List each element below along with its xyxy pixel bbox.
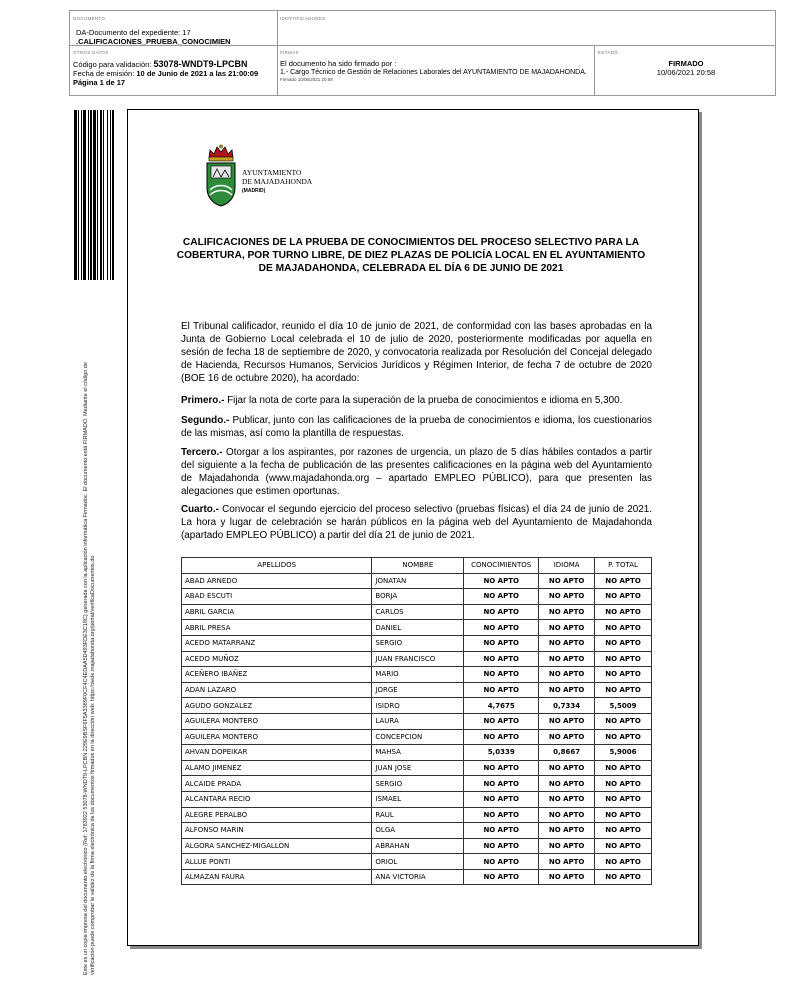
point-text: Otorgar a los aspirantes, por razones de urgencia, un plazo de 5 días hábiles contados a partir del siguiente a la fecha de publicación de las presentes calificaciones en la página web del Ayuntamiento de Majadahonda (www.majadahonda.org – apartado EMPLEO PÚBLICO), para que presenten las alegaciones que estimen oportunas.	[181, 447, 652, 497]
table-row	[182, 589, 652, 605]
conocimientos-cell: NO APTO	[464, 667, 539, 683]
point-segundo	[181, 414, 652, 440]
apellidos-cell: ALCAIDE PRADA	[182, 776, 372, 792]
point-label: Cuarto.-	[181, 504, 219, 515]
conocimientos-cell: NO APTO	[464, 651, 539, 667]
codigo-label: Código para validación:	[73, 60, 152, 69]
idioma-cell: NO APTO	[539, 869, 595, 885]
idioma-cell: NO APTO	[539, 760, 595, 776]
conocimientos-cell: NO APTO	[464, 620, 539, 636]
table-row	[182, 807, 652, 823]
table-row	[182, 760, 652, 776]
nombre-cell: JONATAN	[372, 573, 464, 589]
barcode-bar	[112, 110, 114, 280]
conocimientos-cell: NO APTO	[464, 791, 539, 807]
documento-line2: .CALIFICACIONES_PRUEBA_CONOCIMIEN	[76, 37, 231, 46]
conocimientos-cell: NO APTO	[464, 838, 539, 854]
total-cell: NO APTO	[595, 682, 652, 698]
point-text: Publicar, junto con las calificaciones de la prueba de conocimientos e idioma, los cuestionarios de las mismas, así como la plantilla de respuestas.	[181, 415, 652, 439]
apellidos-cell: ADAN LAZARO	[182, 682, 372, 698]
estado-date: 10/06/2021 20:58	[656, 68, 716, 77]
nombre-cell: DANIEL	[372, 620, 464, 636]
conocimientos-cell: NO APTO	[464, 713, 539, 729]
nombre-cell: RAUL	[372, 807, 464, 823]
idioma-cell: NO APTO	[539, 791, 595, 807]
conocimientos-cell: NO APTO	[464, 729, 539, 745]
total-cell: NO APTO	[595, 573, 652, 589]
apellidos-cell: ABRIL PRESA	[182, 620, 372, 636]
total-cell: NO APTO	[595, 807, 652, 823]
idioma-cell: NO APTO	[539, 682, 595, 698]
idioma-cell: NO APTO	[539, 823, 595, 839]
total-cell: NO APTO	[595, 589, 652, 605]
apellidos-cell: AGUDO GONZALEZ	[182, 698, 372, 714]
nombre-cell: MARIO	[372, 667, 464, 683]
total-cell: 5,9006	[595, 745, 652, 761]
apellidos-cell: ABAD ARNEDO	[182, 573, 372, 589]
conocimientos-cell: NO APTO	[464, 760, 539, 776]
firmas-line3: Firmado 10/06/2021 20:58	[280, 77, 333, 82]
apellidos-cell: ALCANTARA RECIO	[182, 791, 372, 807]
point-label: Tercero.-	[181, 447, 223, 458]
nombre-cell: MAHSA	[372, 745, 464, 761]
logo-line1: AYUNTAMIENTO	[242, 168, 302, 177]
apellidos-cell: ALGORA SANCHEZ-MIGALLON	[182, 838, 372, 854]
identificadores-label: IDENTIFICADORES	[280, 16, 326, 21]
nombre-cell: ANA VICTORIA	[372, 869, 464, 885]
table-row	[182, 869, 652, 885]
nombre-cell: OLGA	[372, 823, 464, 839]
table-row	[182, 776, 652, 792]
apellidos-cell: ACEDO MATARRANZ	[182, 635, 372, 651]
idioma-cell: NO APTO	[539, 573, 595, 589]
idioma-cell: NO APTO	[539, 620, 595, 636]
total-cell: NO APTO	[595, 667, 652, 683]
intro-paragraph: El Tribunal calificador, reunido el día 10 de junio de 2021, de conformidad con las bases aprobadas en la Junta de Gobierno Local celebrada el 10 de julio de 2020, posteriormente modificadas por aquella en sesión de fecha 18 de septiembre de 2020, y convocatoria realizada por Resolución del Concejal delegado de Hacienda, Recursos Humanos, Servicios Jurídicos y Régimen Interior, de fecha 7 de octubre de 2020 (BOE 16 de octubre 2020), ha acordado:	[181, 321, 652, 384]
nombre-cell: ISIDRO	[372, 698, 464, 714]
apellidos-cell: ALAMO JIMENEZ	[182, 760, 372, 776]
idioma-cell: 0,7334	[539, 698, 595, 714]
estado-value: FIRMADO	[668, 59, 704, 68]
apellidos-cell: AGUILERA MONTERO	[182, 729, 372, 745]
idioma-cell: NO APTO	[539, 589, 595, 605]
conocimientos-cell: NO APTO	[464, 573, 539, 589]
point-tercero	[181, 446, 652, 498]
table-row	[182, 713, 652, 729]
conocimientos-cell: NO APTO	[464, 604, 539, 620]
table-row	[182, 620, 652, 636]
calificaciones-table	[181, 557, 652, 885]
nombre-cell: LAURA	[372, 713, 464, 729]
idioma-cell: NO APTO	[539, 854, 595, 870]
conocimientos-cell: NO APTO	[464, 635, 539, 651]
apellidos-cell: ACEDO MUÑOZ	[182, 651, 372, 667]
idioma-cell: NO APTO	[539, 651, 595, 667]
conocimientos-cell: NO APTO	[464, 869, 539, 885]
apellidos-cell: ABRIL GARCIA	[182, 604, 372, 620]
conocimientos-cell: NO APTO	[464, 682, 539, 698]
nombre-cell: CONCEPCION	[372, 729, 464, 745]
firmas-line1: El documento ha sido firmado por :	[280, 59, 397, 68]
nombre-cell: ISMAEL	[372, 791, 464, 807]
table-header-row	[182, 558, 652, 574]
apellidos-cell: ABAD ESCUTI	[182, 589, 372, 605]
total-cell: NO APTO	[595, 729, 652, 745]
table-row	[182, 854, 652, 870]
apellidos-cell: AGUILERA MONTERO	[182, 713, 372, 729]
table-row	[182, 698, 652, 714]
idioma-cell: NO APTO	[539, 807, 595, 823]
column-header-total: P. TOTAL	[595, 558, 652, 574]
table-row	[182, 635, 652, 651]
idioma-cell: NO APTO	[539, 729, 595, 745]
document-title: CALIFICACIONES DE LA PRUEBA DE CONOCIMIENTOS DEL PROCESO SELECTIVO PARA LA COBERTURA, POR TURNO LIBRE, DE DIEZ PLAZAS DE POLICÍA LOCAL EN EL AYUNTAMIENTO DE MAJADAHONDA, CELEBRADA EL DÍA 6 DE JUNIO DE 2021	[176, 237, 646, 274]
nombre-cell: SERGIO	[372, 776, 464, 792]
signature-header	[69, 10, 776, 96]
total-cell: NO APTO	[595, 713, 652, 729]
point-text: Fijar la nota de corte para la superación de la prueba de conocimientos e idioma en 5,300.	[224, 395, 623, 406]
idioma-cell: 0,8667	[539, 745, 595, 761]
verification-side-text	[83, 295, 97, 975]
point-primero	[181, 394, 652, 407]
total-cell: NO APTO	[595, 651, 652, 667]
conocimientos-cell: NO APTO	[464, 589, 539, 605]
nombre-cell: SERGIO	[372, 635, 464, 651]
total-cell: NO APTO	[595, 854, 652, 870]
column-header-conocimientos: CONOCIMIENTOS	[464, 558, 539, 574]
total-cell: NO APTO	[595, 823, 652, 839]
total-cell: NO APTO	[595, 776, 652, 792]
total-cell: NO APTO	[595, 760, 652, 776]
fecha-label: Fecha de emisión:	[73, 69, 135, 78]
apellidos-cell: ALFONSO MARIN	[182, 823, 372, 839]
total-cell: 5,5009	[595, 698, 652, 714]
nombre-cell: JUAN FRANCISCO	[372, 651, 464, 667]
side-text-line1: Este es un copia impresa del documento electrónico (Ref: 1783922 53078-WNDT9-LPCBN 229E9BSF6F5A3389F0CF4C4EDAA5D493FDE3C18C) generada con la aplicación informática Firmadoc. El documento está FIRMADO. Mediante el código de	[83, 362, 89, 975]
conocimientos-cell: NO APTO	[464, 776, 539, 792]
total-cell: NO APTO	[595, 635, 652, 651]
apellidos-cell: ALEGRE PERALBO	[182, 807, 372, 823]
firmas-line2: 1.- Cargo Técnico de Gestión de Relaciones Laborales del AYUNTAMIENTO DE MAJADAHONDA.	[280, 69, 587, 76]
conocimientos-cell: NO APTO	[464, 807, 539, 823]
total-cell: NO APTO	[595, 620, 652, 636]
table-row	[182, 729, 652, 745]
fecha-value: 10 de Junio de 2021 a las 21:00:09	[136, 69, 259, 78]
column-header-nombre: NOMBRE	[372, 558, 464, 574]
apellidos-cell: AHVAN DOPEIKAR	[182, 745, 372, 761]
codigo-value: 53078-WNDT9-LPCBN	[153, 59, 248, 69]
documento-line1: DA-Documento del expediente: 17	[76, 28, 191, 37]
logo-line3: (MADRID)	[242, 188, 266, 194]
conocimientos-cell: NO APTO	[464, 823, 539, 839]
nombre-cell: BORJA	[372, 589, 464, 605]
idioma-cell: NO APTO	[539, 604, 595, 620]
table-row	[182, 745, 652, 761]
total-cell: NO APTO	[595, 838, 652, 854]
conocimientos-cell: 4,7675	[464, 698, 539, 714]
total-cell: NO APTO	[595, 604, 652, 620]
point-cuarto	[181, 503, 652, 542]
logo-line2: DE MAJADAHONDA	[242, 177, 313, 186]
side-text-line2: verificación puede comprobar la validez de la firma electrónica de los documentos firmados en la dirección web: https://sede.majadahonda.org/portal/verificaDocumentos.do	[90, 555, 96, 975]
apellidos-cell: ALMAZAN FAURA	[182, 869, 372, 885]
apellidos-cell: ACEÑERO IBAÑEZ	[182, 667, 372, 683]
documento-label: DOCUMENTO	[73, 16, 106, 21]
point-text: Convocar el segundo ejercicio del proceso selectivo (pruebas físicas) el día 24 de junio de 2021. La hora y lugar de celebración se harán públicos en la página web del Ayuntamiento de Majadahonda (apartado EMPLEO PÚBLICO) a partir del día 21 de junio de 2021.	[181, 504, 652, 541]
coat-of-arms-icon	[204, 144, 238, 208]
nombre-cell: JORGE	[372, 682, 464, 698]
idioma-cell: NO APTO	[539, 713, 595, 729]
idioma-cell: NO APTO	[539, 838, 595, 854]
column-header-idioma: IDIOMA	[539, 558, 595, 574]
estado-label: ESTADO	[598, 50, 618, 55]
table-row	[182, 791, 652, 807]
idioma-cell: NO APTO	[539, 776, 595, 792]
total-cell: NO APTO	[595, 869, 652, 885]
point-label: Segundo.-	[181, 415, 230, 426]
apellidos-cell: ALLUE PONTI	[182, 854, 372, 870]
table-row	[182, 604, 652, 620]
barcode	[74, 110, 118, 280]
nombre-cell: CARLOS	[372, 604, 464, 620]
ayuntamiento-logo-text	[242, 168, 312, 196]
conocimientos-cell: 5,0339	[464, 745, 539, 761]
otros-datos-label: OTROS DATOS	[73, 50, 109, 55]
firmas-label: FIRMAS	[280, 50, 299, 55]
column-header-apellidos: APELLIDOS	[182, 558, 372, 574]
table-row	[182, 682, 652, 698]
total-cell: NO APTO	[595, 791, 652, 807]
table-row	[182, 573, 652, 589]
pagina-indicator: Página 1 de 17	[73, 78, 126, 87]
nombre-cell: ORIOL	[372, 854, 464, 870]
table-row	[182, 667, 652, 683]
table-row	[182, 823, 652, 839]
nombre-cell: JUAN JOSE	[372, 760, 464, 776]
idioma-cell: NO APTO	[539, 635, 595, 651]
idioma-cell: NO APTO	[539, 667, 595, 683]
table-row	[182, 838, 652, 854]
table-row	[182, 651, 652, 667]
conocimientos-cell: NO APTO	[464, 854, 539, 870]
point-label: Primero.-	[181, 395, 225, 406]
nombre-cell: ABRAHAN	[372, 838, 464, 854]
